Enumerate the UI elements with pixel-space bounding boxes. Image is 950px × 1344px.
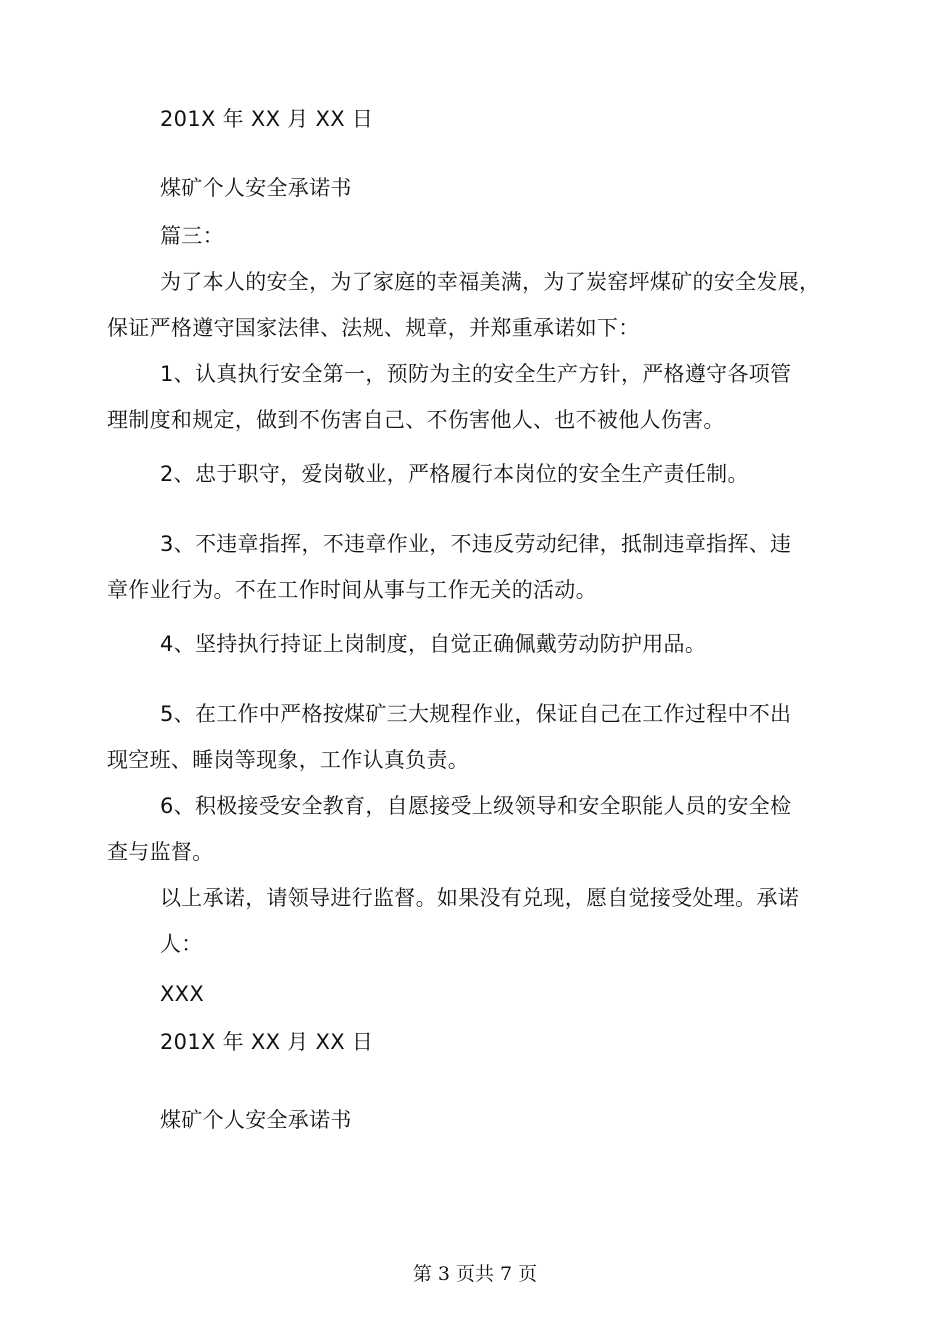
item-2-line-1: 2、忠于职守，爱岗敬业，严格履行本岗位的安全生产责任制。 bbox=[160, 462, 749, 486]
signer-name: XXX bbox=[160, 982, 205, 1006]
item-6-line-2: 查与监督。 bbox=[107, 840, 214, 864]
item-3-line-2: 章作业行为。不在工作时间从事与工作无关的活动。 bbox=[107, 578, 597, 602]
item-1-line-2: 理制度和规定，做到不伤害自己、不伤害他人、也不被他人伤害。 bbox=[107, 408, 725, 432]
date-top: 201X 年 XX 月 XX 日 bbox=[160, 107, 374, 131]
intro-paragraph-line-2: 保证严格遵守国家法律、法规、规章，并郑重承诺如下： bbox=[107, 316, 640, 340]
page-number-footer: 第 3 页共 7 页 bbox=[412, 1263, 538, 1285]
item-4-line-1: 4、坚持执行持证上岗制度，自觉正确佩戴劳动防护用品。 bbox=[160, 632, 707, 656]
date-bottom: 201X 年 XX 月 XX 日 bbox=[160, 1030, 374, 1054]
closing-line-1: 以上承诺，请领导进行监督。如果没有兑现，愿自觉接受处理。承诺 bbox=[160, 886, 799, 910]
document-title: 煤矿个人安全承诺书 bbox=[160, 176, 352, 200]
item-6-line-1: 6、积极接受安全教育，自愿接受上级领导和安全职能人员的安全检 bbox=[160, 794, 792, 818]
section-label: 篇三： bbox=[160, 224, 224, 248]
item-1-line-1: 1、认真执行安全第一，预防为主的安全生产方针，严格遵守各项管 bbox=[160, 362, 792, 386]
item-5-line-2: 现空班、睡岗等现象，工作认真负责。 bbox=[107, 748, 470, 772]
closing-line-2: 人： bbox=[160, 932, 203, 956]
next-document-title: 煤矿个人安全承诺书 bbox=[160, 1108, 352, 1132]
intro-paragraph-line-1: 为了本人的安全，为了家庭的幸福美满，为了炭窑坪煤矿的安全发展， bbox=[160, 270, 821, 294]
item-5-line-1: 5、在工作中严格按煤矿三大规程作业，保证自己在工作过程中不出 bbox=[160, 702, 792, 726]
item-3-line-1: 3、不违章指挥，不违章作业，不违反劳动纪律，抵制违章指挥、违 bbox=[160, 532, 792, 556]
